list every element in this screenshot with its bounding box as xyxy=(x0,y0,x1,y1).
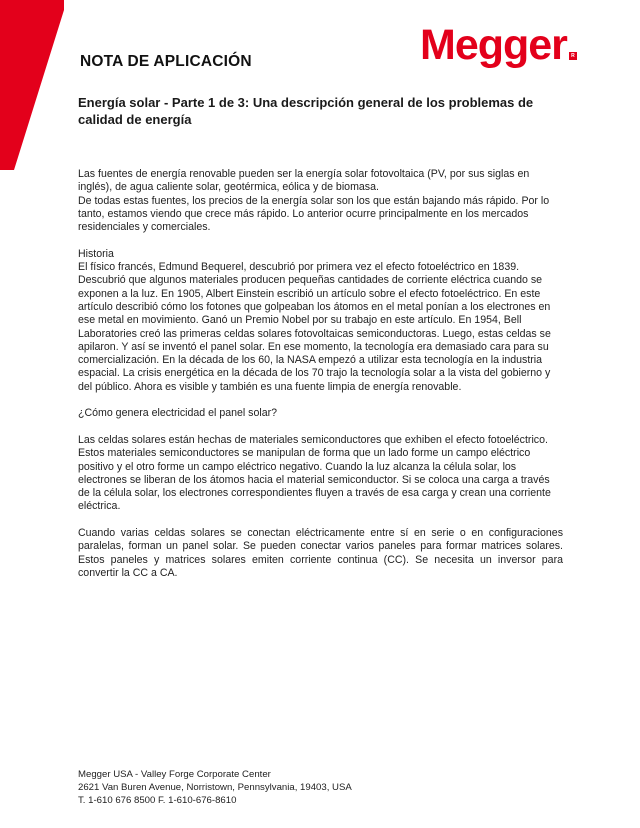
footer-address: 2621 Van Buren Avenue, Norristown, Pennsylvania, 19403, USA xyxy=(78,782,352,794)
intro-paragraph-1: Las fuentes de energía renovable pueden ser la energía solar fotovoltaica (PV, por sus siglas en inglés), de agua caliente solar, geotérmica, eólica y de biomasa. xyxy=(78,168,530,194)
history-heading: Historia xyxy=(78,247,114,260)
footer-contact xyxy=(78,768,352,808)
document-body xyxy=(78,168,563,580)
solar-cells-paragraph: Las celdas solares están hechas de materiales semiconductores que exhiben el efecto fotoeléctrico. Estos materiales semiconductores se manipulan de forma que un lado forme un campo eléctrico positivo y el otro forme un campo eléctrico negativo. Cuando la luz alcanza la célula solar, los electrones se liberan de los átomos hacia el material semiconductor. Si se coloca una carga a través de la célula solar, los electrones correspondientes fluyen a través de esa carga y crean una corriente eléctrica. xyxy=(78,433,551,513)
megger-logo xyxy=(420,22,577,74)
solar-panels-paragraph: Cuando varias celdas solares se conectan eléctricamente entre sí en serie o en configuraciones paralelas, forman un panel solar. Se pueden conectar varios paneles para formar matrices solares. Estos paneles y matrices solares emiten corriente continua (CC). Se necesita un inversor para convertir la CC a CA. xyxy=(78,527,563,579)
document-title: Energía solar - Parte 1 de 3: Una descripción general de los problemas de calidad de energía xyxy=(78,95,534,127)
footer-company: Megger USA - Valley Forge Corporate Center xyxy=(78,769,271,780)
footer-phone: T. 1-610 676 8500 F. 1-610-676-8610 xyxy=(78,795,237,807)
question-heading: ¿Cómo genera electricidad el panel solar? xyxy=(78,407,278,420)
registered-mark-icon: R xyxy=(569,52,577,60)
intro-paragraph-2: De todas estas fuentes, los precios de la energía solar son los que están bajando más rápido. Por lo tanto, estamos viendo que crece más rápido. Lo anterior ocurre principalmente en los mercados residenciales y comerciales. xyxy=(78,194,550,234)
logo-wordmark: Megger xyxy=(420,21,567,69)
document-type-label: NOTA DE APLICACIÓN xyxy=(80,53,252,70)
history-paragraph: El físico francés, Edmund Bequerel, descubrió por primera vez el efecto fotoeléctrico en 1839. Descubrió que algunos materiales producen pequeñas cantidades de corriente eléctrica cuando se exponen a la luz. En 1905, Albert Einstein escribió un artículo sobre el efecto fotoeléctrico. En este artículo describió cómo los fotones que golpeaban los átomos en el metal ponían a los electrones en ese metal en movimiento. Ganó un Premio Nobel por su trabajo en este artículo. En 1954, Bell Laboratories creó las primeras celdas solares fotovoltaicas semiconductoras. Luego, estas celdas se apilaron. Y así se inventó el panel solar. En ese momento, la tecnología era demasiado cara para su comercialización. En la década de los 60, la NASA empezó a utilizar esta tecnología en la industria espacial. La crisis energética en la década de los 70 trajo la tecnología solar a la vista del gobierno y del público. Ahora es visible y también es una fuente limpia de energía renovable. xyxy=(78,261,551,393)
red-corner-stripe xyxy=(0,0,70,170)
